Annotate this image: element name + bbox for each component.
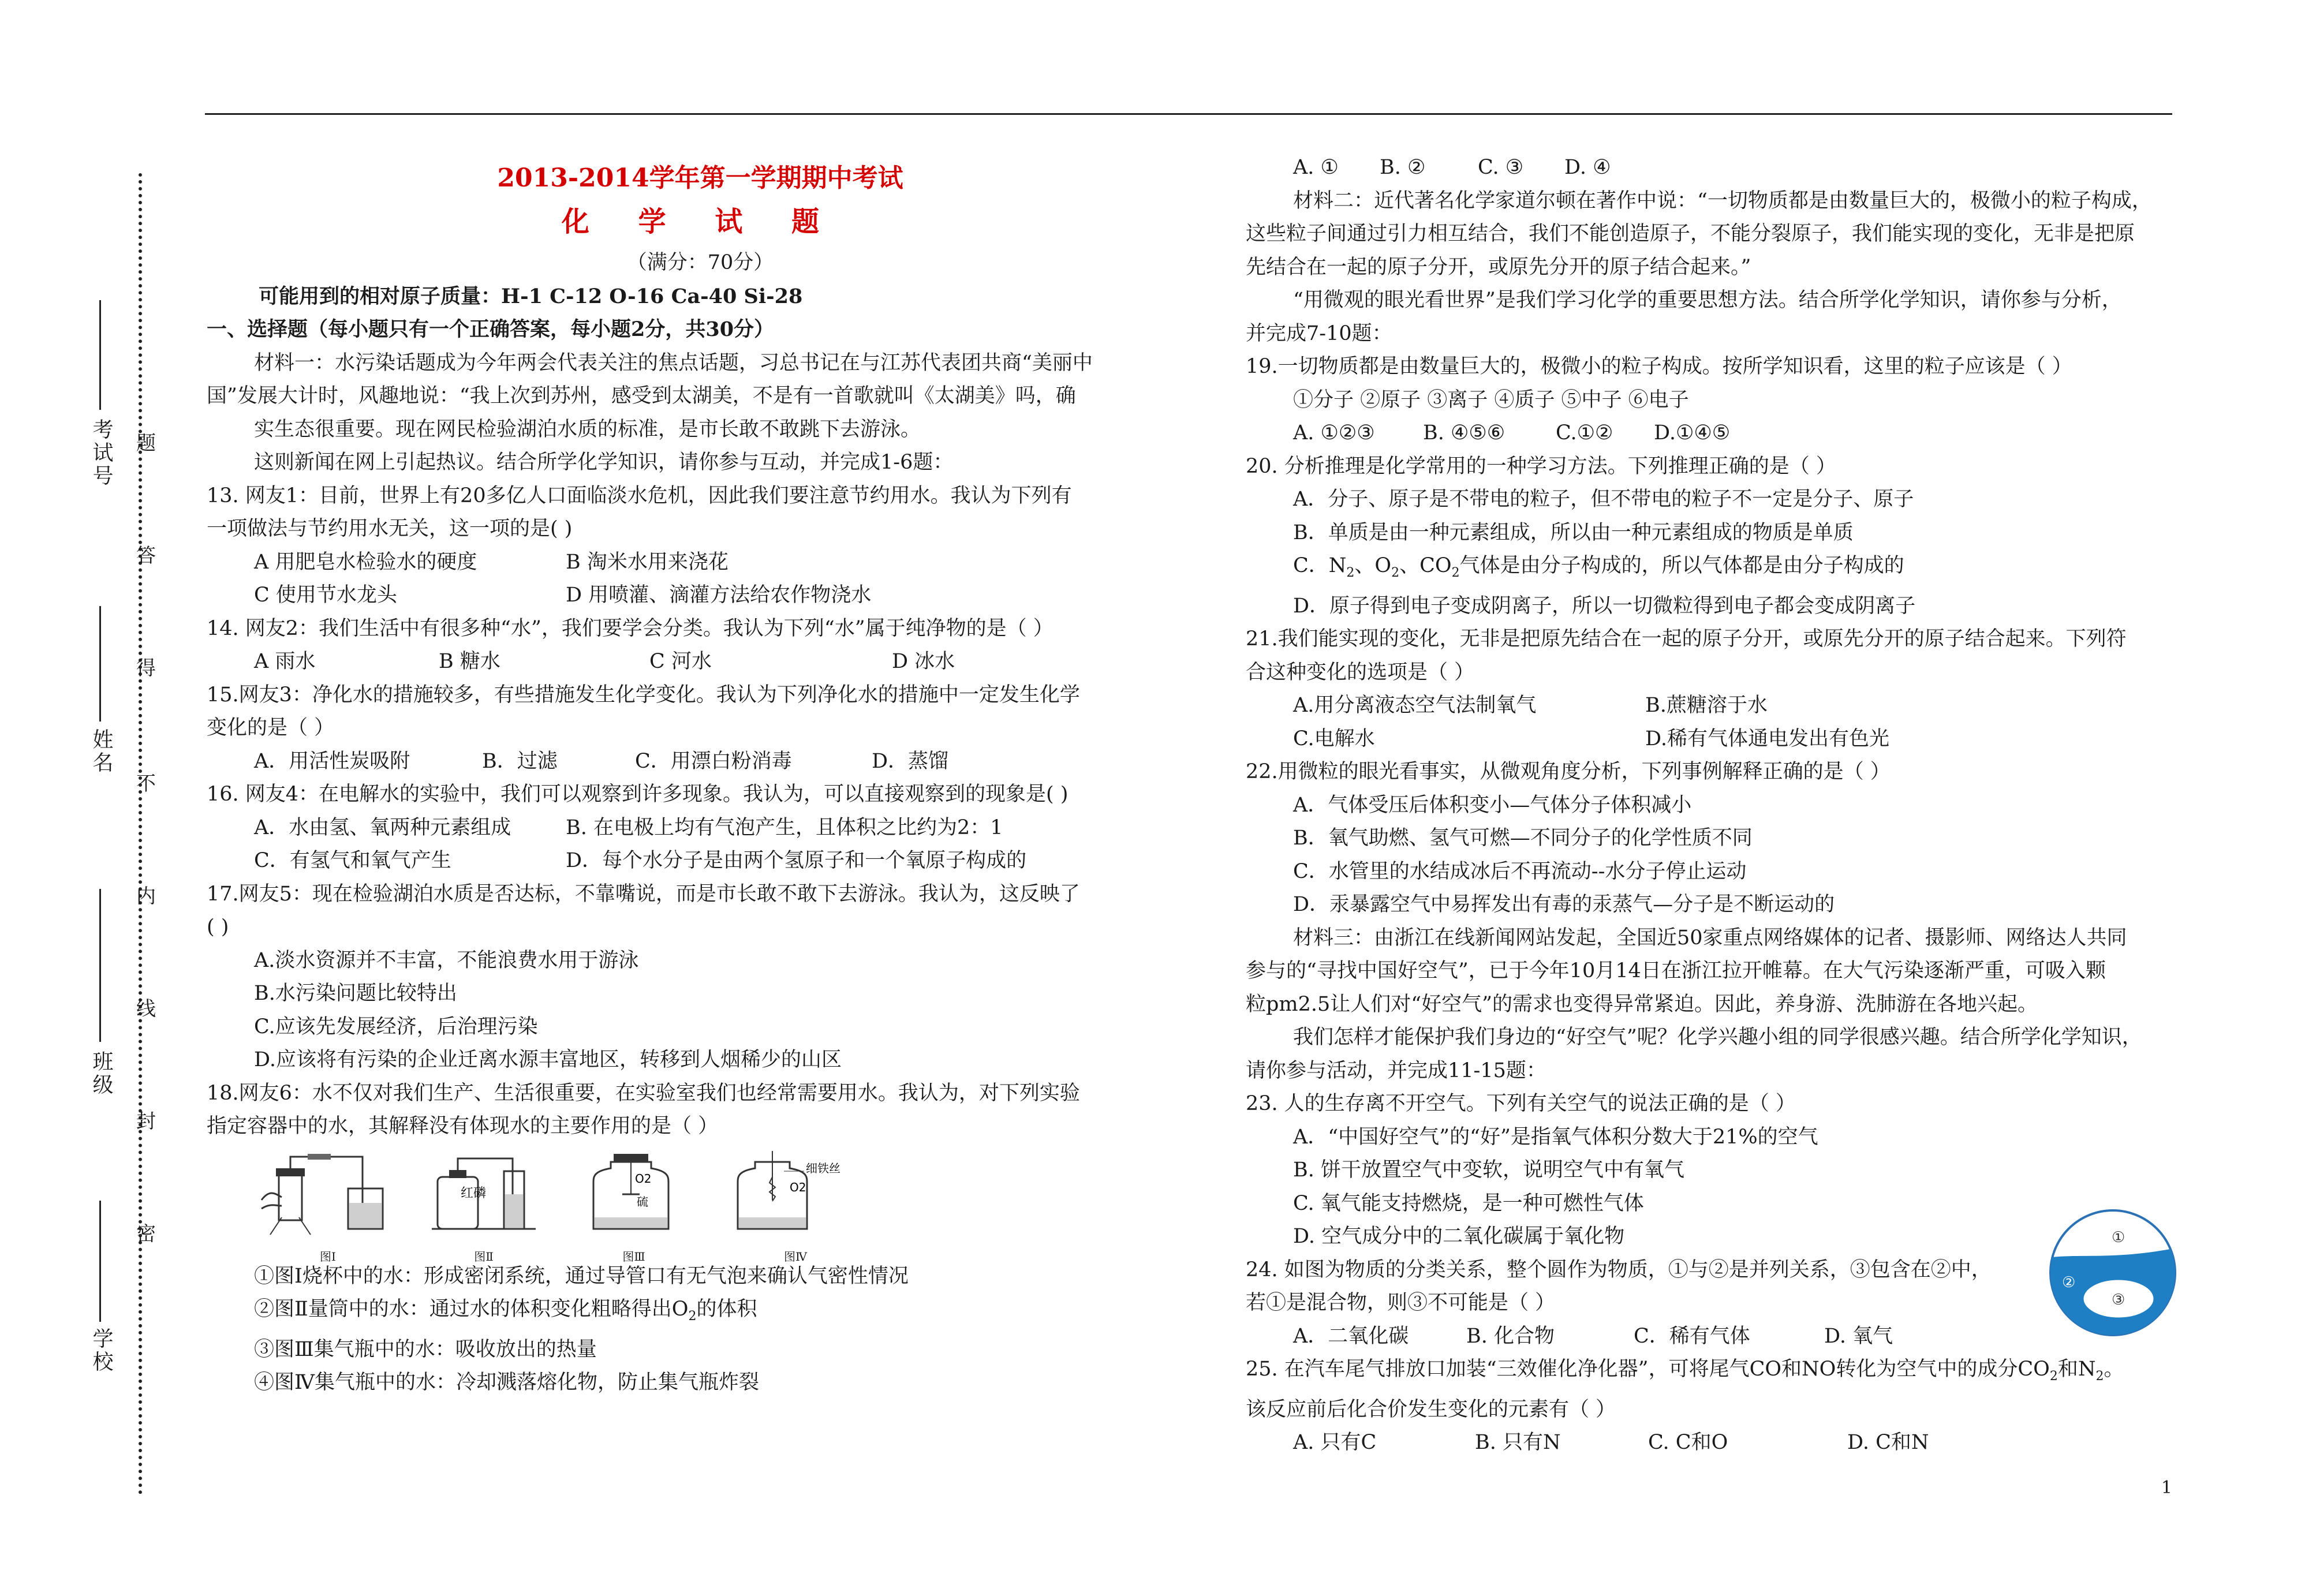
material-3-line: 粒pm2.5让人们对“好空气”的需求也变得异常紧迫。因此，养身游、洗肺游在各地兴起。: [1246, 992, 2038, 1016]
q25-text: 和N: [2057, 1358, 2096, 1381]
option-b: B. 饼干放置空气中变软，说明空气中有氧气: [1293, 1158, 1684, 1182]
figure-1-drawing: [259, 1148, 397, 1240]
material-2-line: 这些粒子间通过引力相互结合，我们不能创造原子，不能分裂原子，我们能实现的变化，无非是把原: [1246, 222, 2135, 245]
option-a: A．二氧化碳: [1293, 1324, 1409, 1348]
option-b: B. ②: [1380, 156, 1426, 179]
option-b: B.水污染问题比较特出: [254, 982, 457, 1005]
option-c: [1246, 550, 2181, 590]
material-1-line: 这则新闻在网上引起热议。结合所学化学知识，请你参与互动，并完成1-6题：: [254, 451, 954, 474]
q21-stem: 合这种变化的选项是（ ）: [1246, 660, 1475, 684]
q16-options: [207, 812, 1194, 845]
option-b: B. ④⑤⑥: [1423, 421, 1505, 444]
option-d: D．原子得到电子变成阴离子，所以一切微粒得到电子都会变成阴离子: [1293, 594, 1916, 618]
seal-char: 封: [136, 1110, 156, 1133]
figure-2-drawing: [426, 1148, 541, 1240]
q14-options: [207, 645, 1194, 679]
option-c: C 使用节水龙头: [254, 584, 397, 607]
section-heading: [207, 313, 1194, 347]
option-a: A. 只有C: [1293, 1431, 1377, 1454]
figure-4-drawing: [726, 1148, 865, 1240]
option-text: 气体是由分子构成的，所以气体都是由分子构成的: [1459, 554, 1904, 577]
option-d: D．蒸馏: [872, 749, 949, 773]
option-a: A．用活性炭吸附: [254, 749, 410, 773]
q18-stem: 18.网友6：水不仅对我们生产、生活很重要，在实验室我们也经常需要用水。我认为，对下列实验: [207, 1081, 1080, 1105]
q13-stem: 一项做法与节约用水无关，这一项的是( ): [207, 517, 573, 540]
option-d: D．汞暴露空气中易挥发出有毒的汞蒸气—分子是不断运动的: [1293, 893, 1835, 916]
option-a: A 用肥皂水检验水的硬度: [254, 550, 477, 574]
q13-options: [207, 546, 1194, 580]
option-c: C. ③: [1478, 156, 1524, 179]
classification-diagram: [2044, 1206, 2182, 1341]
option-b: B 糖水: [439, 650, 500, 673]
q15-stem: 15.网友3：净化水的措施较多，有些措施发生化学变化。我认为下列净化水的措施中一定发生化学: [207, 683, 1080, 707]
option-a: A. ①: [1293, 156, 1339, 179]
option-b: B 淘米水用来浇花: [566, 550, 729, 574]
seal-char: 内: [136, 885, 156, 908]
option-c: C. C和O: [1648, 1431, 1728, 1454]
binding-dotted-line: [139, 173, 154, 1495]
option-d: D 冰水: [892, 650, 955, 673]
q25-stem: 该反应前后化合价发生变化的元素有（ ）: [1246, 1397, 1616, 1421]
class-label: 班级: [89, 1051, 113, 1097]
subscript: 2: [2049, 1369, 2058, 1384]
seal-char: 得: [136, 657, 156, 680]
q14-stem: 14. 网友2：我们生活中有很多种“水”，我们要学会分类。我认为下列“水”属于纯净物的是（ ）: [207, 616, 1053, 640]
option-c: C.应该先发展经济，后治理污染: [254, 1015, 538, 1038]
option-d: D.应该将有污染的企业迁离水源丰富地区，转移到人烟稀少的山区: [254, 1048, 842, 1071]
page-number: 1: [2161, 1478, 2172, 1498]
subscript: 2: [1451, 566, 1460, 580]
material-1-line: 实生态很重要。现在网民检验湖泊水质的标准，是市长敢不敢跳下去游泳。: [254, 417, 921, 441]
q22-stem: 22.用微粒的眼光看事实，从微观角度分析，下列事例解释正确的是（ ）: [1246, 760, 1891, 783]
subscript: 2: [1391, 566, 1400, 580]
q19-list: ①分子 ②原子 ③离子 ④质子 ⑤中子 ⑥电子: [1293, 388, 1689, 412]
q25-text: 25. 在汽车尾气排放口加装“三效催化净化器”，可将尾气CO和NO转化为空气中的成分CO: [1246, 1358, 2050, 1381]
option-c: C.①②: [1556, 421, 1613, 444]
option-a: A.用分离液态空气法制氧气: [1293, 694, 1537, 717]
figure-1-caption: 图Ⅰ: [320, 1249, 336, 1264]
full-score: （满分：70分）: [626, 251, 774, 274]
option-d: D. ④: [1564, 156, 1611, 179]
sulfur-label: 硫: [637, 1194, 648, 1209]
seal-char: 答: [136, 544, 156, 567]
q23-stem: 23. 人的生存离不开空气。下列有关空气的说法正确的是（ ）: [1246, 1092, 1796, 1115]
classification-diagram-drawing: [2044, 1206, 2182, 1339]
q20-stem: 20. 分析推理是化学常用的一种学习方法。下列推理正确的是（ ）: [1246, 454, 1836, 478]
material-2-line: 先结合在一起的原子分开，或原先分开的原子结合起来。”: [1246, 255, 1751, 279]
q16-options: [207, 844, 1194, 878]
statement-1: ①图Ⅰ烧杯中的水：形成密闭系统，通过导管口有无气泡来确认气密性情况: [254, 1264, 909, 1288]
subscript: 2: [688, 1309, 697, 1324]
exam-title: 2013-2014学年第一学期期中考试: [497, 163, 903, 193]
q13-stem: 13. 网友1：目前，世界上有20多亿人口面临淡水危机，因此我们要注意节约用水。我认为下列有: [207, 484, 1072, 507]
name-label: 姓名: [89, 728, 113, 775]
option-b: B．过滤: [482, 749, 558, 773]
q19-options: [1246, 417, 2181, 450]
option-text: C．N: [1293, 554, 1347, 577]
option-d: D. 空气成分中的二氧化碳属于氧化物: [1293, 1225, 1625, 1248]
q21-options: [1246, 723, 2181, 756]
q18-figures: [207, 1148, 1194, 1264]
option-a: A．“中国好空气”的“好”是指氧气体积分数大于21%的空气: [1293, 1125, 1818, 1149]
o2-label: O2: [790, 1180, 806, 1194]
q19-stem: 19.一切物质都是由数量巨大的，极微小的粒子构成。按所学知识看，这里的粒子应该是（ ）: [1246, 355, 2072, 378]
material-2-line: 材料二：近代著名化学家道尔顿在著作中说：“一切物质都是由数量巨大的，极微小的粒子构成，: [1293, 189, 2152, 212]
iron-wire-label: 细铁丝: [806, 1161, 840, 1175]
material-2-line: 并完成7-10题：: [1246, 322, 1392, 345]
subscript: 2: [1346, 566, 1355, 580]
figure-1: [259, 1148, 397, 1274]
q15-options: [207, 745, 1194, 779]
option-c: C．有氢气和氧气产生: [254, 849, 451, 872]
q18-options: [1246, 151, 2181, 185]
header-rule: [205, 113, 2172, 115]
section-heading-text: 一、选择题（每小题只有一个正确答案，每小题2分，共30分）: [207, 317, 775, 341]
option-c: C．用漂白粉消毒: [635, 749, 792, 773]
statement-2-text: ②图Ⅱ量筒中的水：通过水的体积变化粗略得出O: [254, 1298, 689, 1321]
left-column: [207, 162, 1194, 1400]
seal-char: 密: [136, 1223, 156, 1246]
red-phosphorus-label: 红磷: [461, 1186, 487, 1201]
option-b: B. 化合物: [1466, 1324, 1555, 1348]
exam-number-blank: [99, 300, 101, 410]
statement-2-text: 的体积: [696, 1298, 757, 1321]
class-blank: [99, 889, 101, 1042]
option-c: C. 氧气能支持燃烧，是一种可燃性气体: [1293, 1191, 1644, 1215]
subscript: 2: [2095, 1369, 2104, 1384]
option-c: C.电解水: [1293, 727, 1375, 750]
option-d: D.①④⑤: [1654, 421, 1731, 444]
material-3-line: 请你参与活动，并完成11-15题：: [1246, 1059, 1546, 1082]
material-3-line: 我们怎样才能保护我们身边的“好空气”呢？化学兴趣小组的同学很感兴趣。结合所学化学知识，: [1293, 1026, 2142, 1049]
q15-stem: 变化的是（ ）: [207, 716, 335, 739]
material-1-line: 材料一：水污染话题成为今年两会代表关注的焦点话题，习总书记在与江苏代表团共商“美丽中: [254, 351, 1093, 375]
region-1-label: ①: [2112, 1229, 2125, 1246]
option-a: A．水由氢、氧两种元素组成: [254, 816, 511, 839]
option-b: B．单质是由一种元素组成，所以由一种元素组成的物质是单质: [1293, 521, 1854, 544]
q25-options: [1246, 1426, 2181, 1460]
option-d: D. 氧气: [1824, 1324, 1893, 1348]
option-b: B. 在电极上均有气泡产生，且体积之比约为2：1: [566, 816, 1003, 839]
option-b: B．氧气助燃、氢气可燃—不同分子的化学性质不同: [1293, 827, 1753, 850]
q24-stem: 若①是混合物，则③不可能是（ ）: [1246, 1291, 1556, 1314]
option-d: D.稀有气体通电发出有色光: [1645, 727, 1889, 750]
option-d: D. C和N: [1847, 1431, 1929, 1454]
q18-stem: 指定容器中的水，其解释没有体现水的主要作用的是（ ）: [207, 1115, 719, 1138]
option-b: B. 只有N: [1475, 1431, 1561, 1454]
q21-stem: 21.我们能实现的变化，无非是把原先结合在一起的原子分开，或原先分开的原子结合起来。下列符: [1246, 627, 2127, 651]
option-d: D 用喷灌、滴灌方法给农作物浇水: [566, 584, 872, 607]
o2-label: O2: [635, 1171, 652, 1186]
region-3-label: ③: [2112, 1291, 2125, 1309]
seal-char: 线: [136, 997, 156, 1021]
figure-2-caption: 图Ⅱ: [474, 1249, 494, 1264]
seal-char: 不: [136, 772, 156, 795]
figure-3-drawing: [582, 1148, 686, 1240]
q24-stem: 24. 如图为物质的分类关系，整个圆作为物质，①与②是并列关系，③包含在②中，: [1246, 1258, 1992, 1281]
option-text: 、O: [1354, 554, 1392, 577]
school-label: 学校: [89, 1328, 113, 1374]
option-a: A．气体受压后体积变小—气体分子体积减小: [1293, 793, 1692, 817]
option-d: D．每个水分子是由两个氢原子和一个氧原子构成的: [566, 849, 1027, 872]
atomic-mass-line: 可能用到的相对原子质量：H-1 C-12 O-16 Ca-40 Si-28: [259, 284, 803, 308]
option-a: A. ①②③: [1293, 421, 1375, 444]
q24-options: [1246, 1320, 2181, 1354]
material-3-line: 参与的“寻找中国好空气”，已于今年10月14日在浙江拉开帷幕。在大气污染逐渐严重，可吸入颗: [1246, 959, 2106, 982]
option-a: A．分子、原子是不带电的粒子，但不带电的粒子不一定是分子、原子: [1293, 488, 1914, 511]
school-blank: [99, 1201, 101, 1322]
option-c: C．水管里的水结成冰后不再流动--水分子停止运动: [1293, 859, 1747, 883]
option-a: A 雨水: [254, 650, 316, 673]
option-c: C．稀有气体: [1634, 1324, 1750, 1348]
q17-stem: 17.网友5：现在检验湖泊水质是否达标，不靠嘴说，而是市长敢不敢下去游泳。我认为，这反映了: [207, 882, 1080, 906]
q13-options: [207, 579, 1194, 612]
seal-char: 题: [136, 432, 156, 455]
q21-options: [1246, 689, 2181, 723]
option-text: 、CO: [1399, 554, 1452, 577]
figure-3-caption: 图Ⅲ: [622, 1249, 645, 1264]
material-1-line: 国”发展大计时，风趣地说：“我上次到苏州，感受到太湖美，不是有一首歌就叫《太湖美》吗，确: [207, 384, 1076, 408]
option-a: A.淡水资源并不丰富，不能浪费水用于游泳: [254, 948, 639, 972]
name-blank: [99, 606, 101, 722]
material-2-line: “用微观的眼光看世界”是我们学习化学的重要思想方法。结合所学化学知识，请你参与分析，: [1293, 289, 2122, 312]
q16-stem: 16. 网友4：在电解水的实验中，我们可以观察到许多现象。我认为，可以直接观察到的现象是( ): [207, 783, 1069, 806]
q25-stem: [1246, 1353, 2181, 1393]
q17-stem: ( ): [207, 915, 229, 939]
subject-title: 化 学 试 题: [561, 205, 839, 238]
figure-4: [726, 1148, 865, 1274]
figure-4-caption: 图Ⅳ: [784, 1249, 807, 1264]
q25-text: 。: [2104, 1358, 2124, 1381]
option-b: B.蔗糖溶于水: [1645, 694, 1768, 717]
statement-3: ③图Ⅲ集气瓶中的水：吸收放出的热量: [254, 1337, 597, 1361]
statement-4: ④图Ⅳ集气瓶中的水：冷却溅落熔化物，防止集气瓶炸裂: [254, 1371, 759, 1394]
figure-2: [426, 1148, 541, 1274]
exam-number-label: 考试号: [89, 418, 113, 488]
statement-2: [207, 1293, 1194, 1333]
option-c: C 河水: [649, 650, 712, 673]
figure-3: [582, 1148, 686, 1274]
material-3-line: 材料三：由浙江在线新闻网站发起，全国近50家重点网络媒体的记者、摄影师、网络达人共同: [1293, 926, 2127, 950]
right-column: [1246, 151, 2181, 1460]
region-2-label: ②: [2062, 1274, 2076, 1291]
